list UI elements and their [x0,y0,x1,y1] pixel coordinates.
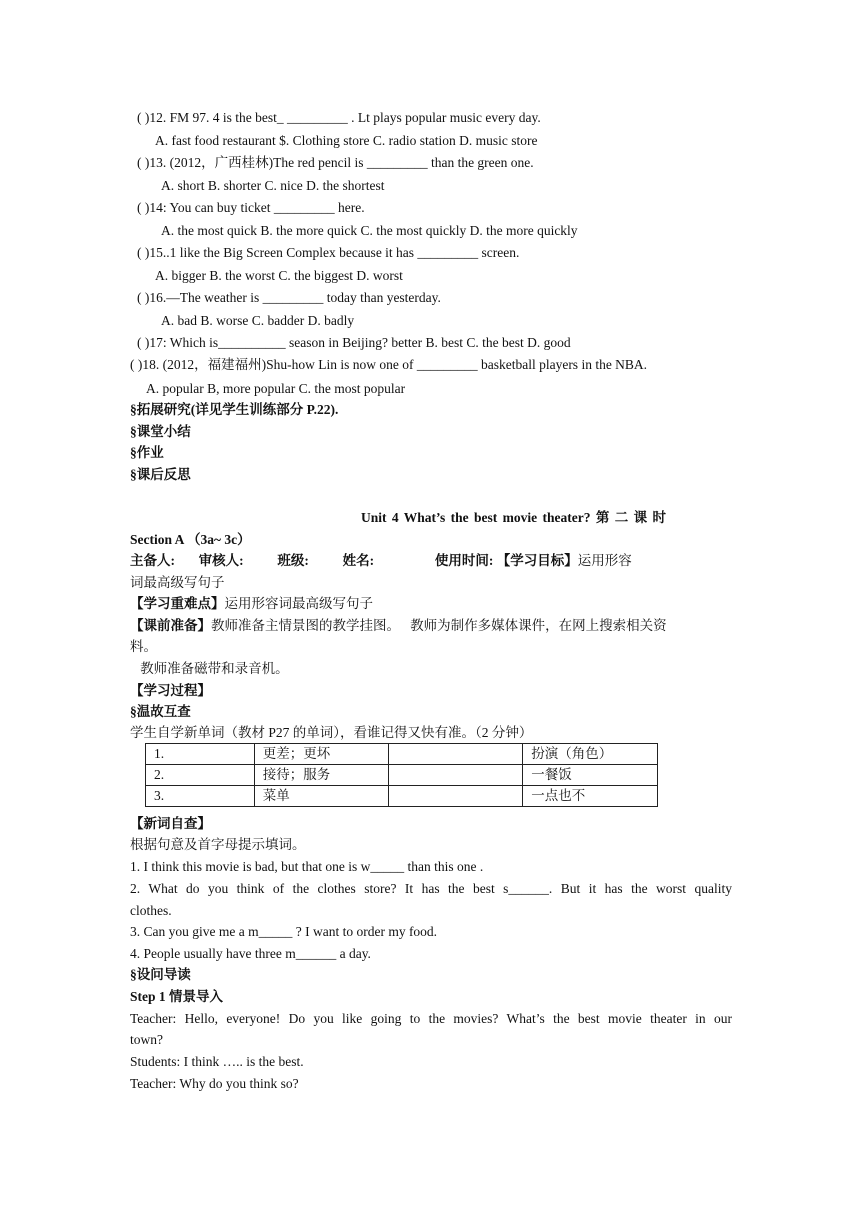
table-row [146,786,658,807]
question-15: ( )15..1 like the Big Screen Complex because it has _________ screen. [137,245,520,260]
review-instruction: 学生自学新单词（教材 P27 的单词），看谁记得又快有准。（2 分钟） [130,725,533,740]
section-extension: §拓展研究(详见学生训练部分 P.22). [130,402,339,417]
fill-item-2-cont: clothes. [130,903,172,918]
prep-text-cont: 料。 [130,639,157,654]
question-18: ( )18. (2012，福建福州)Shu-how Lin is now one of _________ basketball players in the NBA. [130,357,648,372]
table-cell [388,786,523,807]
process-label: 【学习过程】 [130,683,211,698]
prep [130,617,667,635]
guide-heading: §设问导读 [130,967,191,982]
key-points-label: 【学习重难点】 [130,596,225,611]
section-a-heading: Section A （3a~ 3c） [130,532,251,547]
question-14-options: A. the most quick B. the more quick C. the most quickly D. the more quickly [161,223,578,238]
fill-item-3: 3. Can you give me a m_____ ? I want to order my food. [130,924,438,939]
table-cell: 菜单 [254,786,388,807]
fill-item-2: 2. What do you think of the clothes store? It has the best s______. But it has the worst quality [130,881,732,896]
dialogue-line-2: Students: I think ….. is the best. [130,1054,304,1069]
unit-title: Unit 4 What’s the best movie theater? 第 二 课 时 [361,510,666,525]
question-12-options: A. fast food restaurant $. Clothing store C. radio station D. music store [155,133,538,148]
section-summary: §课堂小结 [130,424,191,439]
staff-line [130,552,632,570]
table-cell: 一点也不 [523,786,658,807]
section-reflection: §课后反思 [130,467,191,482]
word-table [145,743,658,807]
staff-labels: 主备人: 审核人: 班级: 姓名: 使用时间: 【学习目标】 [130,553,578,568]
prep-text: 教师准备主情景图的教学挂图。 教师为制作多媒体课件，在网上搜索相关资 [211,618,667,633]
key-points-text: 运用形容词最高级写句子 [224,596,373,611]
review-heading: §温故互查 [130,704,191,719]
question-17: ( )17: Which is__________ season in Beijing? better B. best C. the best D. good [137,335,571,350]
dialogue-line-1-cont: town? [130,1032,163,1047]
table-row [146,765,658,786]
question-13-options: A. short B. shorter C. nice D. the shortest [161,178,385,193]
dialogue-line-1: Teacher: Hello, everyone! Do you like going to the movies? What’s the best movie theater in our [130,1011,732,1026]
table-row [146,744,658,765]
fill-item-4: 4. People usually have three m______ a day. [130,946,371,961]
question-16-options: A. bad B. worse C. badder D. badly [161,313,355,328]
question-13: ( )13. (2012，广西桂林)The red pencil is _________ than the green one. [137,155,534,170]
table-cell: 2. [146,765,255,786]
table-cell: 更差；更坏 [254,744,388,765]
question-18-options: A. popular B, more popular C. the most popular [146,381,406,396]
dialogue-line-3: Teacher: Why do you think so? [130,1076,299,1091]
new-words-label: 【新词自查】 [130,816,211,831]
new-words-instruction: 根据句意及首字母提示填词。 [130,837,306,852]
table-cell: 1. [146,744,255,765]
table-cell [388,765,523,786]
question-16: ( )16.—The weather is _________ today than yesterday. [137,290,441,305]
table-cell: 接待；服务 [254,765,388,786]
table-cell: 3. [146,786,255,807]
prep-label: 【课前准备】 [130,618,211,633]
prep-text-line3: 教师准备磁带和录音机。 [130,661,289,676]
question-12: ( )12. FM 97. 4 is the best_ _________ . Lt plays popular music every day. [137,110,541,125]
section-homework: §作业 [130,445,164,460]
table-cell: 一餐饭 [523,765,658,786]
fill-item-1: 1. I think this movie is bad, but that one is w_____ than this one . [130,859,484,874]
objective-text-cont: 词最高级写句子 [130,575,225,590]
objective-text: 运用形容 [577,553,632,568]
question-14: ( )14: You can buy ticket _________ here. [137,200,365,215]
question-15-options: A. bigger B. the worst C. the biggest D. worst [155,268,403,283]
table-cell [388,744,523,765]
key-points [130,595,373,613]
table-cell: 扮演（角色） [523,744,658,765]
step1-heading: Step 1 情景导入 [130,989,224,1004]
